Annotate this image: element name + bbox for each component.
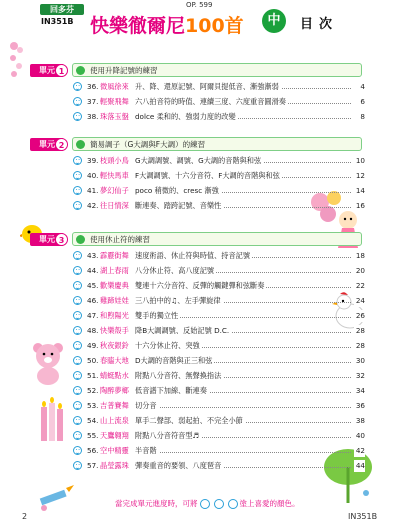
smiley-icon [228, 499, 238, 509]
page-number: 20 [355, 266, 365, 275]
smiley-icon [73, 82, 82, 91]
piece-description: 十六分休止符、突強 [135, 341, 200, 350]
piece-number: 53. [87, 401, 99, 410]
smiley-icon [73, 341, 82, 350]
piece-number: 57. [87, 461, 99, 470]
piece-number: 51. [87, 371, 99, 380]
page-number: 10 [355, 156, 365, 165]
coloring-instruction [115, 498, 300, 509]
piece-description: 低音譜下加線、斷連奏 [135, 386, 207, 395]
piece-title: 霹靂街舞 [100, 251, 129, 260]
toc-row[interactable] [73, 185, 365, 197]
page-number: 6 [360, 97, 365, 106]
smiley-icon [73, 251, 82, 260]
piece-description: 彈奏重音的要領、八度琶音 [135, 461, 222, 470]
piece-description: 半音階 [135, 446, 157, 455]
piece-title: 春臨大地 [100, 356, 129, 365]
toc-row[interactable] [73, 280, 365, 292]
piece-title: 枝頭小鳥 [100, 156, 129, 165]
piece-number: 55. [87, 431, 99, 440]
unit-badge-2: 單元 [30, 138, 64, 151]
toc-row[interactable] [73, 155, 365, 167]
level-badge: 中 [262, 9, 286, 33]
piece-number: 42. [87, 201, 99, 210]
piece-description: 速度術語、休止符與時值、持音記號 [135, 251, 251, 260]
piece-number: 43. [87, 251, 99, 260]
book-code-footer: IN351B [348, 512, 378, 521]
page-number: 22 [355, 281, 365, 290]
unit-title-1: 使用升降記號的練習 [90, 65, 158, 75]
page-number: 28 [355, 326, 365, 335]
toc-row[interactable] [73, 81, 365, 93]
piece-number: 44. [87, 266, 99, 275]
unit-title-2: 簡易調子（G大調與F大調）的練習 [90, 139, 206, 149]
piece-number: 47. [87, 311, 99, 320]
toc-row[interactable] [73, 200, 365, 212]
bear-icon [30, 340, 66, 386]
piece-title: 歡樂慶典 [100, 281, 129, 290]
smiley-icon [73, 311, 82, 320]
piece-description: 斷連奏、踏跨記號、音樂性 [135, 201, 222, 210]
smiley-icon [73, 386, 82, 395]
smiley-icon [73, 326, 82, 335]
piece-description: F大調調號、十六分音符、F大調的音階與和弦 [135, 171, 280, 180]
toc-row[interactable] [73, 445, 365, 457]
piece-number: 49. [87, 341, 99, 350]
piece-description: G大調調號、調號、G大調的音階與和弦 [135, 156, 262, 165]
piece-number: 46. [87, 296, 99, 305]
page-number: 36 [355, 401, 365, 410]
piece-description: 單手二聲部、弱起拍、不完全小節 [135, 416, 243, 425]
piece-title: 秋夜銀鈴 [100, 341, 129, 350]
toc-row[interactable] [73, 265, 365, 277]
page-number: 30 [355, 356, 365, 365]
smiley-icon [73, 416, 82, 425]
toc-row[interactable] [73, 340, 365, 352]
smiley-icon [73, 97, 82, 106]
pink-flower-icon [8, 40, 26, 80]
piece-description: poco 稍微的、cresc 漸強 [135, 186, 219, 195]
piece-title: 吉普賽舞 [100, 401, 129, 410]
smiley-icon [73, 112, 82, 121]
piece-title: 微風徐來 [100, 82, 129, 91]
smiley-icon [73, 461, 82, 470]
page-number: 44 [355, 461, 365, 470]
smiley-icon [73, 171, 82, 180]
smiley-icon [73, 401, 82, 410]
toc-row[interactable] [73, 355, 365, 367]
toc-row[interactable] [73, 415, 365, 427]
piece-number: 41. [87, 186, 99, 195]
page-number: 34 [355, 386, 365, 395]
piece-description: 三八拍中的♫、左手彈旋律 [135, 296, 221, 305]
candles-icon [38, 395, 66, 443]
unit-bullet-3 [76, 235, 85, 244]
page-number: 26 [355, 311, 365, 320]
piece-description: 附點八分音符音型♬ [135, 431, 199, 440]
toc-row[interactable] [73, 96, 365, 108]
piece-title: 和煦陽光 [100, 311, 129, 320]
page-number: 42 [355, 446, 365, 455]
piece-description: 雙手的獨立性 [135, 311, 179, 320]
unit-title-3: 使用休止符的練習 [90, 234, 150, 244]
piece-title: 空中精靈 [100, 446, 129, 455]
toc-row[interactable] [73, 325, 365, 337]
page-number: 18 [355, 251, 365, 260]
toc-row[interactable] [73, 400, 365, 412]
toc-row[interactable] [73, 310, 365, 322]
toc-row[interactable] [73, 250, 365, 262]
piece-title: 雞蹄娃娃 [100, 296, 129, 305]
piece-title: 往日情深 [100, 201, 129, 210]
piece-title: 蜻蜓點水 [100, 371, 129, 380]
page-number: 38 [355, 416, 365, 425]
page-number: 32 [355, 371, 365, 380]
smiley-icon [73, 156, 82, 165]
page-number: 4 [360, 82, 365, 91]
unit-badge-1: 單元 [30, 64, 64, 77]
piece-number: 36. [87, 82, 99, 91]
smiley-icon [73, 371, 82, 380]
piece-title: 天鷹翱翔 [100, 431, 129, 440]
unit-bullet-2 [76, 140, 85, 149]
piece-description: 八分休止符、高八度記號 [135, 266, 215, 275]
piece-number: 50. [87, 356, 99, 365]
book-title [90, 11, 244, 38]
smiley-icon [73, 296, 82, 305]
smiley-icon [73, 446, 82, 455]
piece-description: dolce 柔和的、強弱力度的改變 [135, 112, 236, 121]
piece-title: 珠落玉盤 [100, 112, 129, 121]
smiley-icon [73, 356, 82, 365]
piece-number: 37. [87, 97, 99, 106]
unit-number-3: 3 [55, 233, 68, 246]
page-number: 24 [355, 296, 365, 305]
piece-number: 56. [87, 446, 99, 455]
toc-row[interactable] [73, 430, 365, 442]
unit-number-1: 1 [55, 64, 68, 77]
smiley-icon [73, 431, 82, 440]
page-number: 14 [355, 186, 365, 195]
piece-number: 45. [87, 281, 99, 290]
page-number: 12 [355, 171, 365, 180]
book-code: IN351B [41, 17, 74, 26]
piece-description: 附點八分音符、無聲換指法 [135, 371, 222, 380]
toc-row[interactable] [73, 460, 365, 472]
pencil-icon [36, 484, 76, 514]
page-number: 8 [360, 112, 365, 121]
page-number: 16 [355, 201, 365, 210]
page-number: 28 [355, 341, 365, 350]
smiley-icon [73, 266, 82, 275]
piece-number: 38. [87, 112, 99, 121]
piece-number: 40. [87, 171, 99, 180]
smiley-icon [73, 201, 82, 210]
piece-title: 晶瑩露珠 [100, 461, 129, 470]
piece-number: 39. [87, 156, 99, 165]
unit-badge-3: 單元 [30, 233, 64, 246]
instruction-text-2: 塗上喜愛的顏色。 [239, 499, 300, 508]
piece-description: D大調的音階與正三和弦 [135, 356, 213, 365]
smiley-icon [73, 281, 82, 290]
piece-title: 夢幻仙子 [100, 186, 129, 195]
title-text: 快樂徹爾尼 [90, 15, 186, 37]
piece-title: 輕快馬車 [100, 171, 129, 180]
smiley-icon [73, 186, 82, 195]
piece-number: 52. [87, 386, 99, 395]
title-number: 100首 [185, 15, 244, 37]
piece-description: 六八拍音符的時值、連續三度、六度重音圓滑奏 [135, 97, 286, 106]
piece-number: 54. [87, 416, 99, 425]
piece-title: 快樂殼手 [100, 326, 129, 335]
toc-row[interactable] [73, 295, 365, 307]
toc-row[interactable] [73, 385, 365, 397]
unit-number-2: 2 [55, 138, 68, 151]
piece-title: 山上流泉 [100, 416, 129, 425]
piece-description: 升、降、還原記號、阿爾貝提低音、漸強漸弱 [135, 82, 279, 91]
dot-leader [135, 452, 351, 453]
toc-heading: 目次 [300, 17, 339, 32]
piece-number: 48. [87, 326, 99, 335]
piece-title: 湖上春雨 [100, 266, 129, 275]
unit-bullet-1 [76, 66, 85, 75]
toc-row[interactable] [73, 370, 365, 382]
smiley-icon [200, 499, 210, 509]
piece-description: 雙連十六分音符、反彈的觸鍵彈和弦斷奏 [135, 281, 265, 290]
toc-row[interactable] [73, 111, 365, 123]
piece-description: 切分音 [135, 401, 157, 410]
page-number: 40 [355, 431, 365, 440]
opus-label: OP. 599 [186, 1, 213, 9]
toc-row[interactable] [73, 170, 365, 182]
series-badge: 回多芬 [40, 4, 84, 15]
page-number-footer: 2 [22, 512, 28, 521]
instruction-text-1: 當完成單元進度時，可將 [115, 499, 198, 508]
piece-title: 輕聚飛舞 [100, 97, 129, 106]
piece-title: 陶醉夢鄉 [100, 386, 129, 395]
piece-description: 降B大調調號、反始記號 D.C. [135, 326, 230, 335]
smiley-icon [214, 499, 224, 509]
dot-leader [135, 407, 351, 408]
